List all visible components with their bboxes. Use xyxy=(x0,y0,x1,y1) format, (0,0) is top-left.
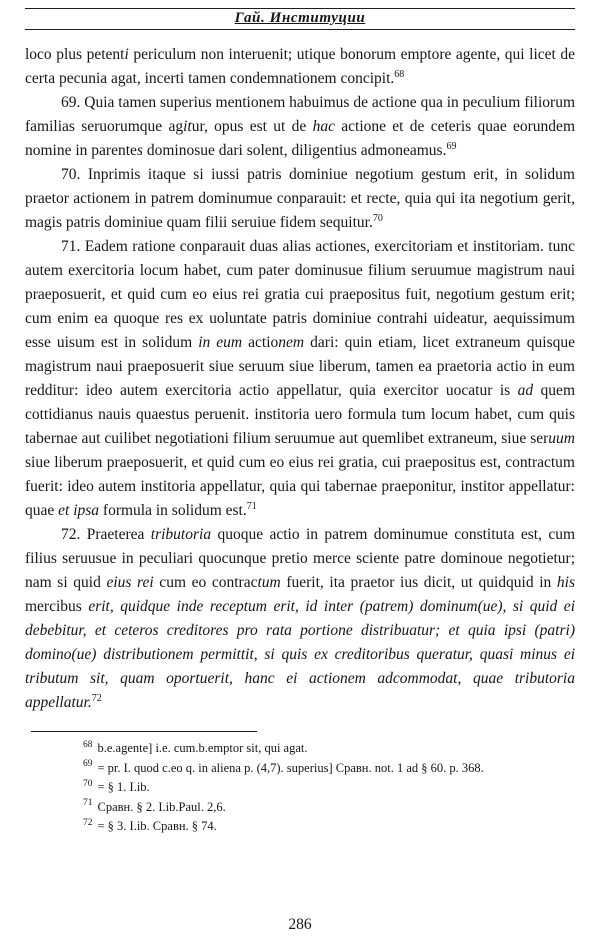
text-run: in eum xyxy=(198,334,243,351)
text-run: his xyxy=(556,574,575,591)
paragraph xyxy=(25,91,575,163)
footnote-number: 70 xyxy=(83,778,93,789)
page-body xyxy=(25,43,575,715)
text-run: uum xyxy=(548,430,575,447)
footnote-ref: 70 xyxy=(372,212,383,224)
footnote-number: 71 xyxy=(83,798,93,809)
text-run: s xyxy=(136,142,143,159)
footnote-number: 69 xyxy=(83,759,93,770)
text-run: 71. Eadem ratione conparauit duas alias actiones, exercitoriam et institoriam. tunc autem exercitoria locum habet, cum pater dominusue filium seruumue magistrum naui praeposuerit, et quid cum eo eius rei gratia cui praepositus fuit, negotium gestum erit; cum enim ea quoque res ex uoluntate patris dominiue contrahi uideatur, aequissimum esse uisum est in solidum xyxy=(25,238,575,351)
footnote-separator xyxy=(31,731,257,732)
text-run: actione et de ceteris quae eorundem nomine in parente xyxy=(25,118,575,159)
paragraph xyxy=(25,163,575,235)
text-run: nem xyxy=(278,334,305,351)
text-run: dominosue dari solent, diligentius admoneamus. xyxy=(142,142,447,159)
text-run: ur, opus est ut de xyxy=(191,118,313,135)
paragraph xyxy=(25,523,575,715)
text-run: ad xyxy=(517,382,534,399)
footnotes-section xyxy=(25,739,575,837)
footnote xyxy=(25,798,575,818)
footnote-text: = § 1. I.ib. xyxy=(97,780,150,794)
footnote-text: = pr. I. quod c.eo q. in aliena p. (4,7). superius] Сравн. not. 1 ad § 60. p. 368. xyxy=(97,760,484,775)
footnote xyxy=(25,739,575,759)
footnote-ref: 69 xyxy=(446,140,457,152)
footnote xyxy=(25,778,575,798)
text-run: 70. Inprimis itaque si iussi patris dominiue negotium gestum erit, in solidum praetor actionem in patrem dominumue conparauit: et recte, quia qui ita negotium gerit, magis patris dominiue quam filii seruiue fidem sequitur. xyxy=(25,166,575,231)
paragraph xyxy=(25,235,575,523)
text-run: erit, quidque inde receptum erit, id inter (patrem) dominum(ue), si quid ei debebitur, et ceteros creditores pro rata portione distribuatur; et quia ipsi (patri) domino(ue) distributionem permittit, si quis ex creditoribus queratur, quasi minus ei tributum sit, quam oportuerit, hanc ei actionem adcommodat, quae tributoria appellatur. xyxy=(25,598,575,711)
text-run: siue liberum praeposuerit, et quid cum eo eius rei gratia, cui praepositus est, contractum fuerit: ideo autem institoria appellatur, quia qui tabernae praeponitur, institor appellatur: quae xyxy=(25,454,575,519)
text-run: et ipsa xyxy=(58,502,100,519)
footnote-number: 72 xyxy=(83,817,93,828)
text-run: 69. Quia tamen superius mentionem habuimus de actione qua in peculium filiorum familias seruorumque ag xyxy=(25,94,575,135)
text-run: tributoria xyxy=(150,526,212,543)
text-run: hac xyxy=(312,118,335,135)
footnote-ref: 72 xyxy=(91,692,102,704)
text-run: quem cottidianus nauis quaestus peruenit. institoria uero formula tum locum habet, cum quis tabernae aut cuilibet negotiationi filium seruumue aut quemlibet extraneum, siue ser xyxy=(25,382,575,447)
text-run: tum xyxy=(257,574,281,591)
running-title: Гай. Институции xyxy=(234,10,366,26)
text-run: eius rei xyxy=(106,574,154,591)
text-run: 72. Praeterea xyxy=(61,526,151,543)
paragraph xyxy=(25,43,575,91)
footnote-number: 68 xyxy=(83,739,93,750)
header-bottom-rule xyxy=(25,29,575,30)
text-run: i xyxy=(124,46,129,63)
text-run: mercibus xyxy=(25,598,89,615)
text-run: fuerit, ita praetor ius dicit, ut quidquid in xyxy=(280,574,557,591)
text-run: cum eo contrac xyxy=(153,574,258,591)
text-run: dari: quin etiam, licet extraneum quisque magistrum naui praeposuerit siue seruum siue liberum, tamen ea praetoria actio in eum redditur: ideo autem exercitoria actio appellatur, quia exercitor uocatur is xyxy=(25,334,575,399)
footnote-text: b.e.agente] i.e. cum.b.emptor sit, qui agat. xyxy=(97,741,308,755)
footnote xyxy=(25,817,575,837)
footnote-ref: 71 xyxy=(246,500,257,512)
text-run: formula in solidum est. xyxy=(99,502,247,519)
text-run: loco plus petent xyxy=(25,46,125,63)
text-run: actio xyxy=(242,334,279,351)
text-run: periculum non interuenit; utique bonorum emptore agente, qui licet de certa pecunia agat, incerti tamen condemnationem concipit. xyxy=(25,46,575,87)
running-header xyxy=(25,8,575,30)
page-number: 286 xyxy=(288,916,312,933)
footnote-ref: 68 xyxy=(394,68,405,80)
footnote-text: = § 3. I.ib. Сравн. § 74. xyxy=(97,819,217,833)
text-run: quoque actio in patrem dominumue constituta est, cum filius seruusue in peculiari quocunque pretio merce sciente patre dominoue negotietur; nam si quid xyxy=(25,526,576,591)
text-run: it xyxy=(183,118,192,135)
footnote-text: Сравн. § 2. I.ib.Paul. 2,6. xyxy=(97,799,226,814)
footnote xyxy=(25,759,575,779)
